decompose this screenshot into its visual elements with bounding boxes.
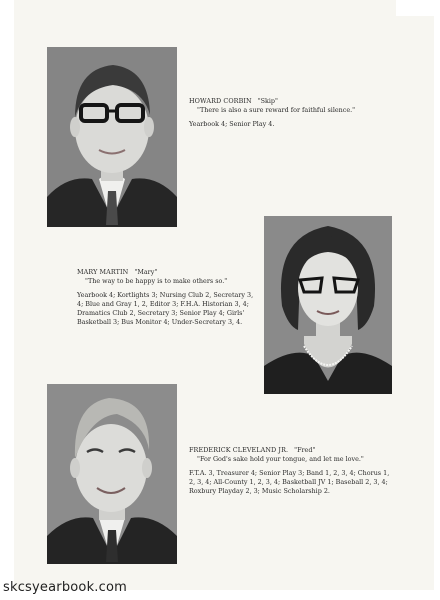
student-activities: F.T.A. 3, Treasurer 4; Senior Play 3; Band 1, 2, 3, 4; Chorus 1, 2, 3, 4; All-County 1, 2, 3, 4; Basketball JV 1; Baseball 2, 3, 4; Roxbury Playday 2, 3; Music Scholarship 2. bbox=[189, 469, 390, 495]
portrait-photo-frederick-cleveland bbox=[47, 384, 177, 564]
student-entry-2 bbox=[77, 268, 257, 327]
student-nickname: "Fred" bbox=[294, 446, 316, 454]
student-name: HOWARD CORBIN bbox=[189, 97, 252, 105]
student-name: MARY MARTIN bbox=[77, 268, 129, 276]
student-quote: "There is also a sure reward for faithful silence." bbox=[197, 106, 356, 114]
site-watermark: skcsyearbook.com bbox=[3, 580, 128, 595]
student-nickname: "Mary" bbox=[134, 268, 158, 276]
student-activities: Yearbook 4; Kortlights 3; Nursing Club 2, Secretary 3, 4; Blue and Gray 1, 2, Editor 3; F.H.A. Historian 3, 4; Dramatics Club 2, Secretary 3; Senior Play 4; Girls' Basketball 3; Bus Monitor 4; Under-Secretary 3, 4. bbox=[77, 291, 254, 326]
portrait-photo-howard-corbin bbox=[47, 47, 177, 227]
student-quote: "The way to be happy is to make others so." bbox=[85, 277, 228, 285]
student-entry-1 bbox=[189, 97, 394, 129]
student-quote: "For God's sake hold your tongue, and let me love." bbox=[197, 455, 364, 463]
name-line bbox=[77, 268, 257, 277]
portrait-photo-mary-martin bbox=[264, 216, 392, 394]
student-name: FREDERICK CLEVELAND JR. bbox=[189, 446, 289, 454]
student-entry-3 bbox=[189, 446, 395, 496]
page-edge bbox=[396, 0, 440, 16]
name-line bbox=[189, 97, 394, 106]
student-activities: Yearbook 4; Senior Play 4. bbox=[189, 120, 275, 128]
student-nickname: "Skip" bbox=[257, 97, 278, 105]
name-line bbox=[189, 446, 395, 455]
